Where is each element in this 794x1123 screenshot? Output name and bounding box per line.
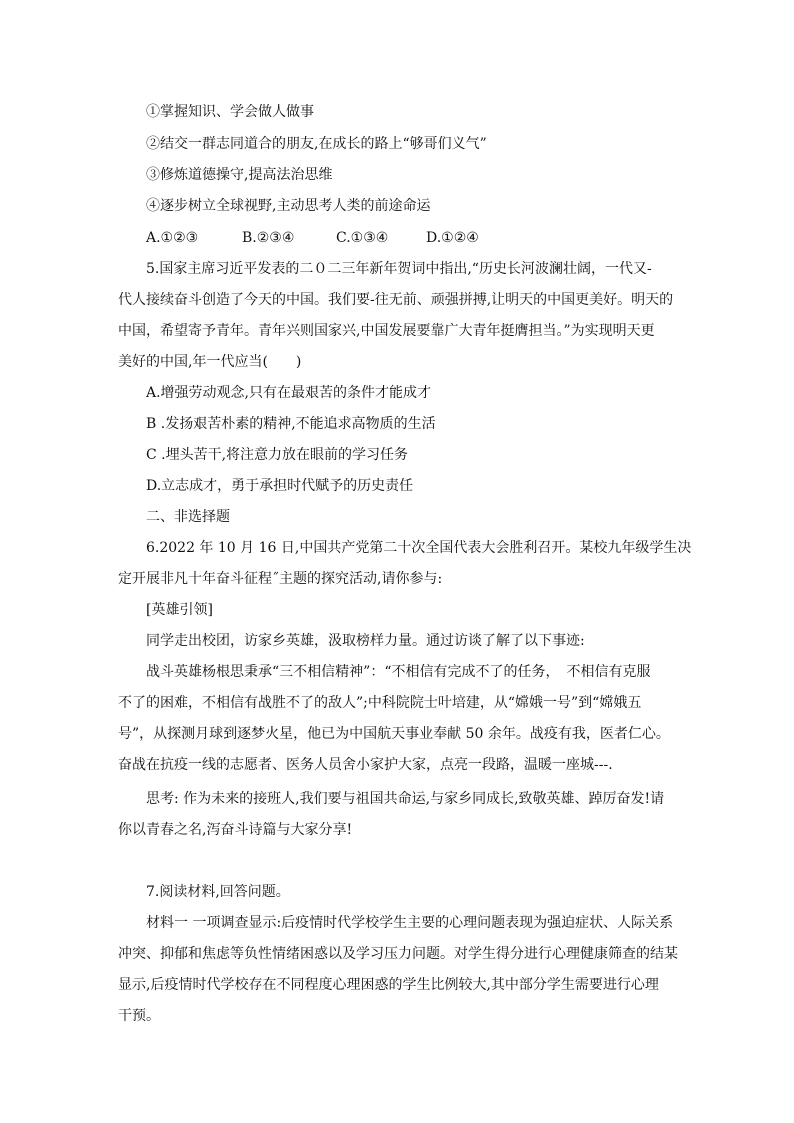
q6-story-2: 不了的困难，不相信有战胜不了的敌人”;中科院院士叶培建，从“嫦娥一号”到“嫦娥五 <box>118 695 642 711</box>
q4-item-4: ④逐步树立全球视野,主动思考人类的前途命运 <box>146 198 431 214</box>
q7-material-2: 冲突、抑郁和焦虑等负性情绪困惑以及学习压力问题。对学生得分进行心理健康筛查的结某 <box>118 946 678 962</box>
q6-line-1: 6.2022 年 10 月 16 日,中国共产党第二十次全国代表大会胜利召开。某校九年级学生决 <box>146 540 692 556</box>
q4-item-1: ①掌握知识、学会做人做事 <box>146 104 314 120</box>
q6-line-2: 定开展非凡十年奋斗征程˝主题的探究活动,请你参与: <box>118 571 443 587</box>
q6-story-1: 战斗英雄杨根思秉承“三不相信精神”：“不相信有完成不了的任务， 不相信有克服 <box>146 664 651 680</box>
q4-choice-c: C.①③④ <box>336 230 389 246</box>
q5-line-4: 美好的中国,年一代应当( ) <box>118 354 302 370</box>
q6-story-3: 号”，从探测月球到逐梦火星，他已为中国航天事业奉献 50 余年。战疫有我，医者仁心。 <box>118 726 670 742</box>
q5-option-b: B .发扬艰苦朴素的精神,不能追求高物质的生活 <box>146 416 436 432</box>
q6-story-4: 奋战在抗疫一线的志愿者、医务人员舍小家护大家，点亮一段路，温暖一座城---. <box>118 757 613 773</box>
q4-choice-b: B.②③④ <box>242 230 295 246</box>
q4-item-3: ③修炼道德操守,提高法治思维 <box>146 167 333 183</box>
q4-item-2: ②结交一群志同道合的朋友,在成长的路上“够哥们义气” <box>146 136 487 152</box>
q5-line-1: 5.国家主席习近平发表的二０二三年新年贺词中指出,“历史长河波澜壮阔，一代又- <box>146 261 652 277</box>
q7-title: 7.阅读材料,回答问题。 <box>146 884 290 900</box>
q5-option-c: C .埋头苦干,将注意力放在眼前的学习任务 <box>146 447 409 463</box>
q5-option-a: A.增强劳动观念,只有在最艰苦的条件才能成才 <box>146 385 432 401</box>
q4-choice-d: D.①②④ <box>426 230 479 246</box>
q6-think-1: 思考: 作为未来的接班人,我们要与祖国共命运,与家乡同成长,致敬英雄、踔厉奋发!请 <box>146 791 665 807</box>
q6-intro: 同学走出校团，访家乡英雄，汲取榜样力量。通过访谈了解了以下事迹: <box>146 633 585 649</box>
q7-material-1: 材料一 一项调查显示:后疫情时代学校学生主要的心理问题表现为强迫症状、人际关系 <box>146 915 674 931</box>
q7-material-3: 显示,后疫情时代学校存在不同程度心理困惑的学生比例较大,其中部分学生需要进行心理 <box>118 977 659 993</box>
q6-heading: [英雄引领] <box>146 602 213 618</box>
q6-think-2: 你以青春之名,泻奋斗诗篇与大家分享! <box>118 822 353 838</box>
q4-choices <box>146 228 479 248</box>
q7-material-4: 干预。 <box>118 1008 160 1024</box>
q4-choice-a: A.①②③ <box>146 230 199 246</box>
section-title: 二、非选择题 <box>146 509 230 525</box>
q5-line-3: 中国，希望寄予青年。青年兴则国家兴,中国发展要靠广大青年挺膺担当。”为实现明天更 <box>118 323 655 339</box>
q5-line-2: 代人接续奋斗创造了今天的中国。我们要-往无前、顽强拼搏,让明天的中国更美好。明天的 <box>118 292 674 308</box>
q5-option-d: D.立志成才，勇于承担时代赋予的历史责任 <box>146 478 414 494</box>
